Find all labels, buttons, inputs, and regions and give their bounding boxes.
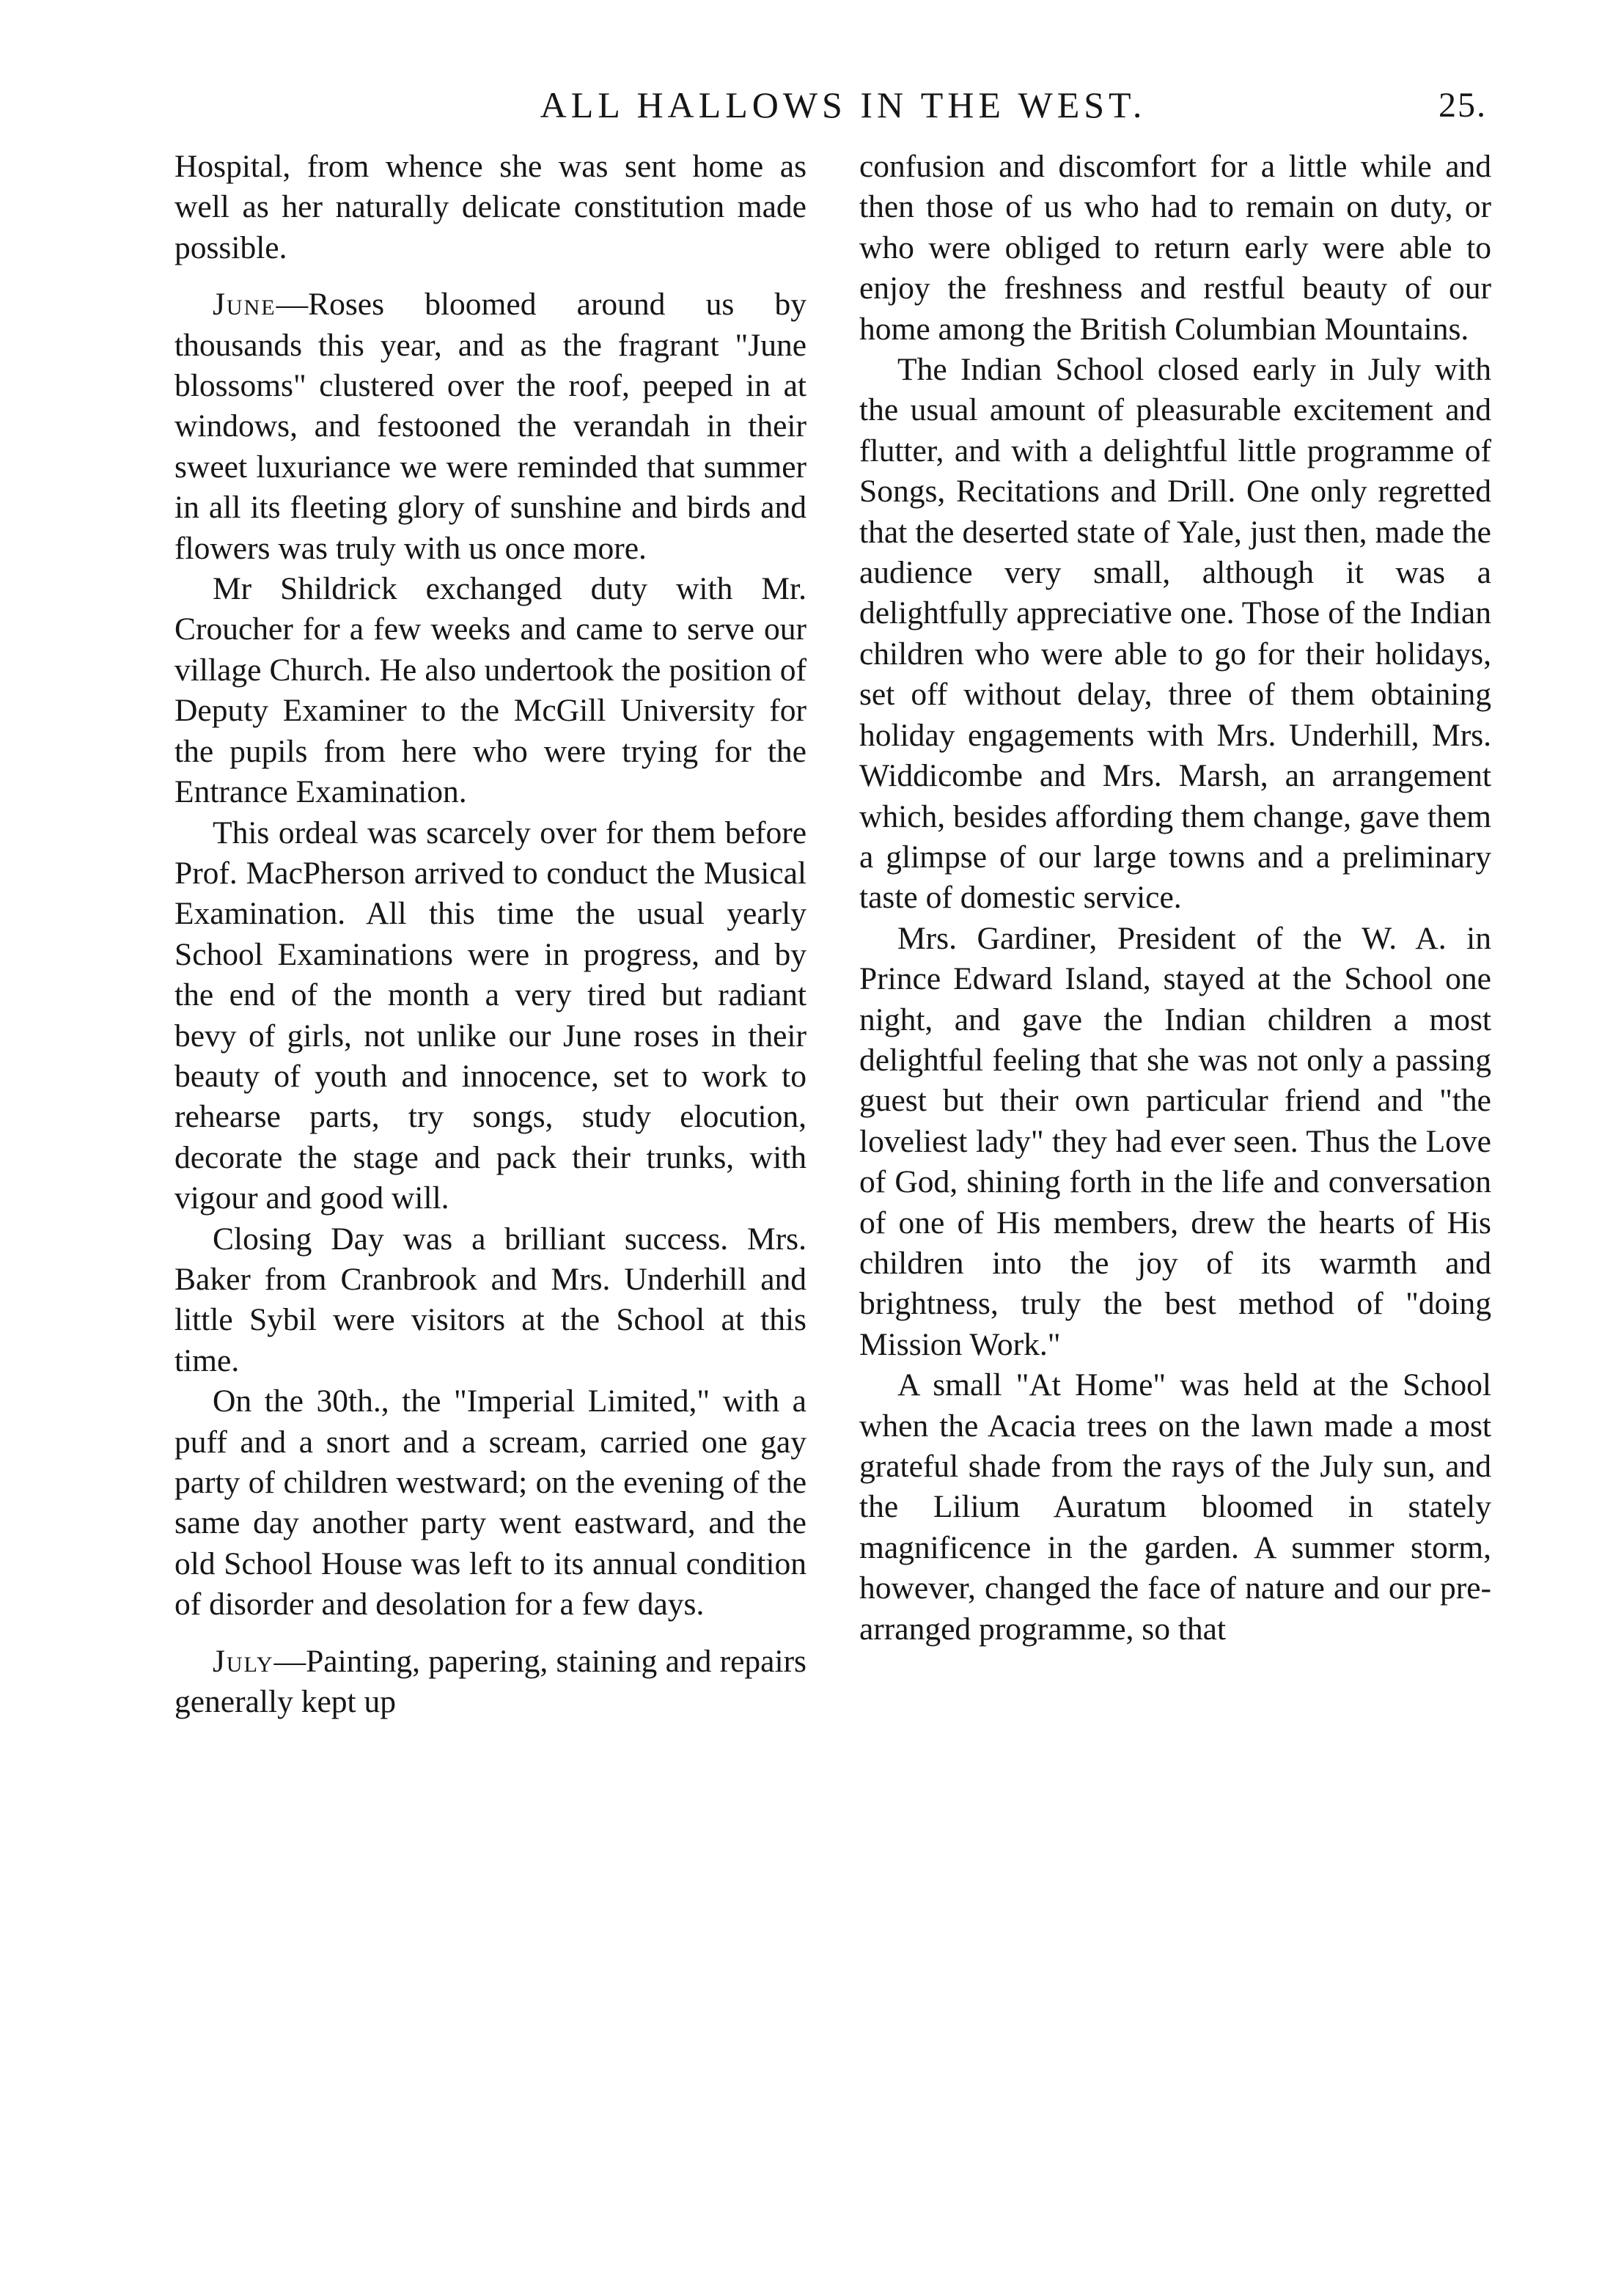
paragraph-indian-school: The Indian School closed early in July with the usual amount of pleasurable excitement and flutter, and with a delightful little programme of Songs, Recitations and Drill. One only regretted that the deserted state of Yale, just then, made the audience very small, although it was a delightfully appreciative one. Those of the Indian children who were able to go for their holidays, set off without delay, three of them obtaining holiday engagements with Mrs. Underhill, Mrs. Widdicombe and Mrs. Marsh, an arrangement which, besides affording them change, gave them a glimpse of our large towns and a preliminary taste of domestic service.	[859, 352, 1491, 916]
left-column	[174, 147, 807, 1722]
paragraph-july-text: —Painting, papering, staining and repairs generally kept up	[174, 1643, 807, 1720]
running-title: ALL HALLOWS IN THE WEST.	[540, 84, 1147, 125]
month-heading-june: June	[213, 287, 276, 323]
paragraph-confusion: confusion and discomfort for a little while and then those of us who had to remain on duty, or who were obliged to return early were able to enjoy the freshness and restful beauty of our home among the British Columbian Mountains.	[859, 149, 1491, 347]
paragraph-shildrick: Mr Shildrick exchanged duty with Mr. Croucher for a few weeks and came to serve our village Church. He also undertook the position of Deputy Examiner to the McGill University for the pupils from here who were trying for the Entrance Examination.	[174, 571, 807, 810]
right-column	[859, 147, 1491, 1650]
month-heading-july: July	[213, 1643, 274, 1679]
paragraph-june-text: —Roses bloomed around us by thousands this year, and as the fragrant "June blossoms" clustered over the roof, peeped in at windows, and festooned the verandah in their sweet luxuriance we were reminded that summer in all its fleeting glory of sunshine and birds and flowers was truly with us once more.	[174, 287, 807, 566]
paragraph-hospital: Hospital, from whence she was sent home as well as her naturally delicate constitution made possible.	[174, 149, 807, 265]
paragraph-mrs-gardiner: Mrs. Gardiner, President of the W. A. in Prince Edward Island, stayed at the School one night, and gave the Indian children a most delightful feeling that she was not only a passing guest but their own particular friend and "the loveliest lady" they had ever seen. Thus the Love of God, shining forth in the life and conversation of one of His members, drew the hearts of His children into the joy of its warmth and brightness, truly the best method of "doing Mission Work."	[859, 920, 1491, 1362]
paragraph-july	[174, 1642, 807, 1723]
paragraph-june	[174, 284, 807, 569]
page-number: 25.	[1439, 86, 1487, 125]
paragraph-at-home: A small "At Home" was held at the School when the Acacia trees on the lawn made a most grateful shade from the rays of the July sun, and the Lilium Auratum bloomed in stately magnificence in the garden. A summer storm, however, changed the face of nature and our pre-arranged programme, so that	[859, 1367, 1491, 1647]
paragraph-ordeal: This ordeal was scarcely over for them before Prof. MacPherson arrived to conduct the Musical Examination. All this time the usual yearly School Examinations were in progress, and by the end of the month a very tired but radiant bevy of girls, not unlike our June roses in their beauty of youth and innocence, set to work to rehearse parts, try songs, study elocution, decorate the stage and pack their trunks, with vigour and good will.	[174, 815, 807, 1216]
paragraph-closing-day: Closing Day was a brilliant success. Mrs. Baker from Cranbrook and Mrs. Underhill and little Sybil were visitors at the School at this time.	[174, 1221, 807, 1378]
paragraph-imperial-limited: On the 30th., the "Imperial Limited," with a puff and a snort and a scream, carried one gay party of children westward; on the evening of the same day another party went eastward, and the old School House was left to its annual condition of disorder and desolation for a few days.	[174, 1383, 807, 1622]
